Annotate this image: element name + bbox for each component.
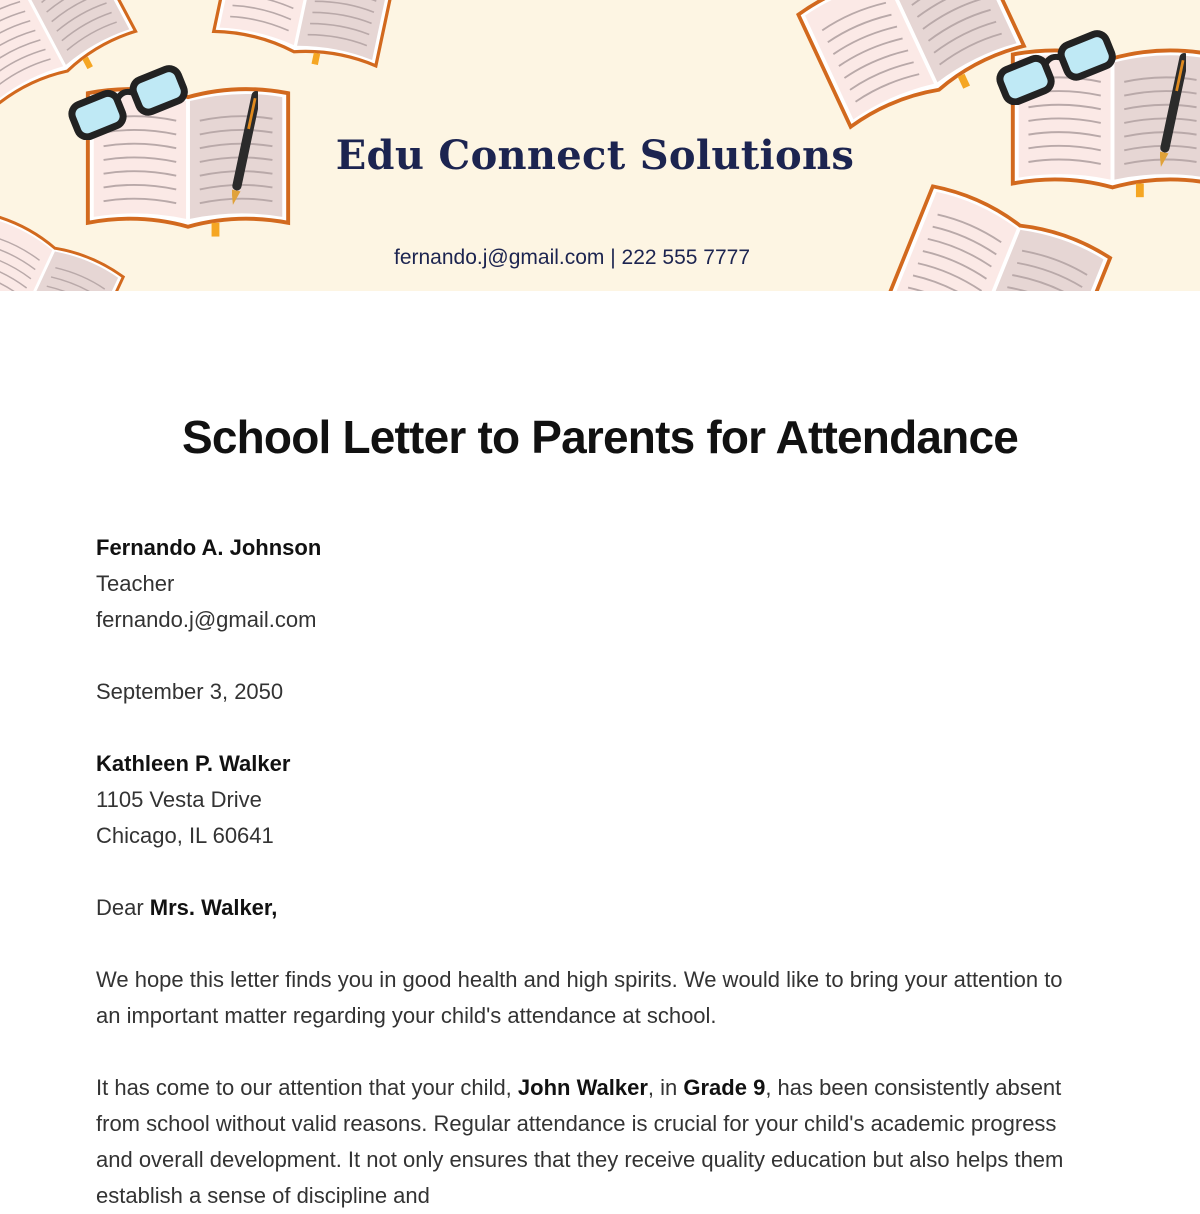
header-banner bbox=[0, 0, 1200, 291]
company-contact: fernando.j@gmail.com | 222 555 7777 bbox=[394, 246, 750, 269]
sender-email: fernando.j@gmail.com bbox=[96, 607, 317, 632]
company-name: Edu Connect Solutions bbox=[335, 132, 855, 179]
letter-date: September 3, 2050 bbox=[96, 679, 284, 704]
paragraph-2 bbox=[96, 1070, 1086, 1214]
child-name: John Walker bbox=[517, 1075, 648, 1100]
salutation bbox=[96, 890, 1086, 926]
recipient-street: 1105 Vesta Drive bbox=[96, 787, 262, 812]
salutation-name: Mrs. Walker, bbox=[149, 895, 278, 920]
child-grade: Grade 9 bbox=[683, 1075, 766, 1100]
sender-name: Fernando A. Johnson bbox=[96, 535, 322, 560]
letter-title: School Letter to Parents for Attendance bbox=[181, 411, 1019, 463]
recipient-city: Chicago, IL 60641 bbox=[96, 823, 274, 848]
p2-text-a: It has come to our attention that your child, bbox=[96, 1075, 518, 1100]
recipient-name: Kathleen P. Walker bbox=[96, 751, 291, 776]
sender-role: Teacher bbox=[96, 571, 175, 596]
p2-text-b: , in bbox=[647, 1075, 684, 1100]
letter-body bbox=[96, 530, 1086, 1214]
salutation-prefix: Dear bbox=[96, 895, 150, 920]
paragraph-1: We hope this letter finds you in good health and high spirits. We would like to bring your attention to an important matter regarding your child's attendance at school. bbox=[96, 967, 1063, 1028]
p2-text-c: , has been consistently absent from school without valid reasons. Regular attendance is crucial for your child's academic progress and overall development. It not only ensures that they receive quality education but also helps them establish a sense of discipline and bbox=[96, 1075, 1064, 1208]
